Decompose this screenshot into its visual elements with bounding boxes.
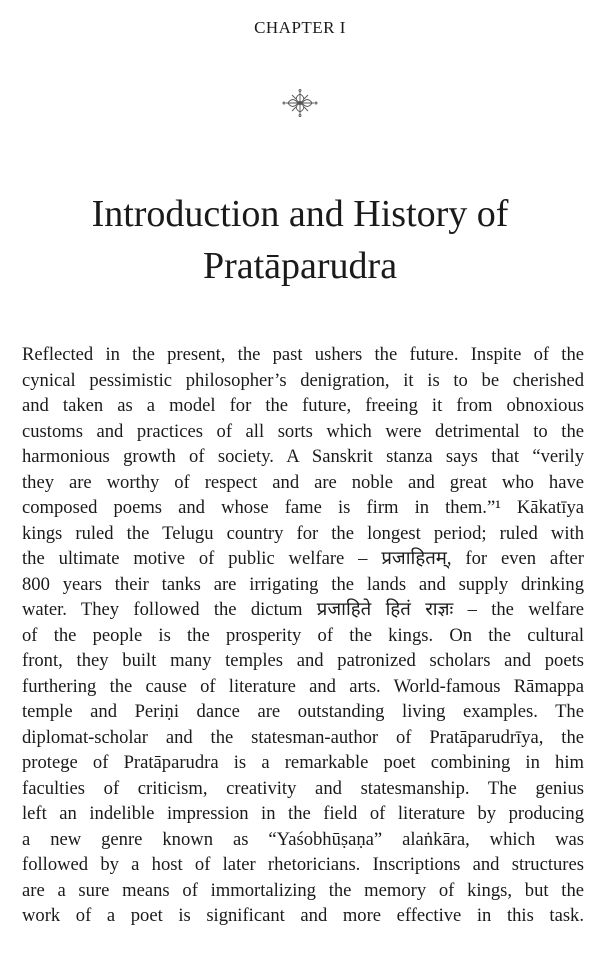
paragraph-line: work of a poet is significant and more effective in this task. <box>22 905 584 926</box>
paragraph-line: composed poems and whose fame is firm in them.”¹ Kākatīya <box>22 497 584 518</box>
paragraph-line: and taken as a model for the future, freeing it from obnoxious <box>22 395 584 416</box>
paragraph-line: front, they built many temples and patronized scholars and poets <box>22 650 584 671</box>
paragraph-line: protege of Pratāparudra is a remarkable poet combining in him <box>22 752 584 773</box>
paragraph-line: left an indelible impression in the field of literature by producing <box>22 803 584 824</box>
chapter-title <box>40 188 560 292</box>
paragraph-line: cynical pessimistic philosopher’s denigration, it is to be cherished <box>22 369 584 391</box>
paragraph-line: a new genre known as “Yaśobhūṣaṇa” alaṅkāra, which was <box>22 828 584 850</box>
paragraph-line: water. They followed the dictum प्रजाहिते हितं राज्ञः – the welfare <box>22 599 584 620</box>
paragraph-line: furthering the cause of literature and arts. World-famous Rāmappa <box>22 675 584 697</box>
paragraph-line: followed by a host of later rhetoricians. Inscriptions and structures <box>22 854 584 875</box>
paragraph-line: they are worthy of respect and are noble and great who have <box>22 471 584 493</box>
body-paragraph <box>22 342 584 929</box>
paragraph-line: kings ruled the Telugu country for the longest period; ruled with <box>22 522 584 544</box>
floral-ornament-icon <box>278 88 322 118</box>
paragraph-line: diplomat-scholar and the statesman-author of Pratāparudrīya, the <box>22 726 584 748</box>
paragraph-line: customs and practices of all sorts which were detrimental to the <box>22 420 584 442</box>
chapter-title-line-1: Introduction and History of <box>91 193 509 235</box>
paragraph-line: the ultimate motive of public welfare – प्रजाहितम्, for even after <box>22 548 584 569</box>
paragraph-line: temple and Periṇi dance are outstanding living examples. The <box>22 701 584 722</box>
chapter-title-line-2: Pratāparudra <box>202 245 398 287</box>
paragraph-line: 800 years their tanks are irrigating the lands and supply drinking <box>22 573 584 595</box>
paragraph-line: harmonious growth of society. A Sanskrit stanza says that “verily <box>22 446 584 467</box>
paragraph-line: faculties of criticism, creativity and statesmanship. The genius <box>22 777 584 799</box>
paragraph-line: are a sure means of immortalizing the memory of kings, but the <box>22 879 584 901</box>
chapter-label: CHAPTER I <box>254 18 346 37</box>
paragraph-line: Reflected in the present, the past ushers the future. Inspite of the <box>22 344 584 365</box>
paragraph-line: of the people is the prosperity of the kings. On the cultural <box>22 624 584 646</box>
